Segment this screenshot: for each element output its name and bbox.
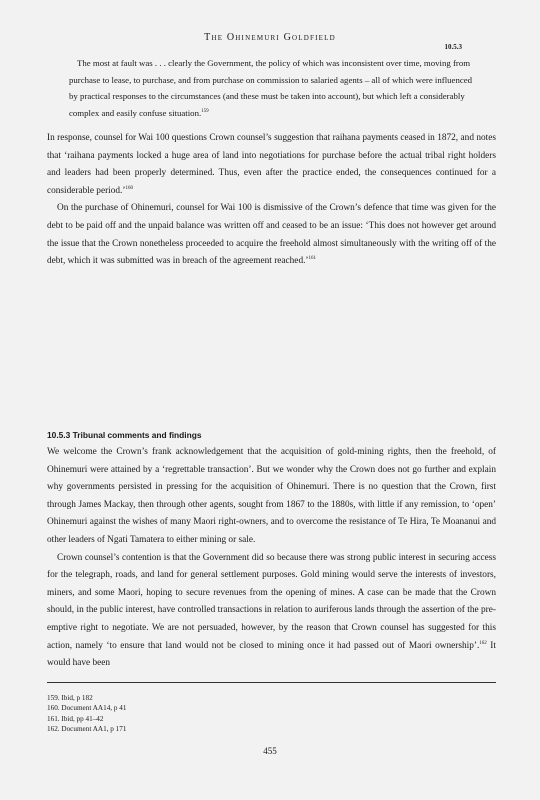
block-quote — [69, 55, 473, 121]
paragraph-group — [47, 130, 496, 271]
footnote-marker: 162 — [479, 640, 487, 646]
paragraph — [47, 200, 496, 270]
footnote-divider — [47, 682, 496, 683]
footnote: 161. Ibid, pp 41–42 — [47, 714, 104, 723]
paragraph — [47, 130, 496, 200]
paragraph — [47, 444, 496, 550]
section-body — [47, 444, 496, 673]
footnote: 160. Document AA14, p 41 — [47, 704, 127, 713]
block-quote-text: The most at fault was . . . clearly the Government, the policy of which was inconsistent over time, moving from purchase to lease, to purchase, and from purchase on commission to salaried agents – all of which were influenced by practical responses to the circumstances (and these must be taken into account), but which left a considerably complex and easily confuse situation. — [69, 58, 473, 118]
footnote-marker: 160 — [125, 185, 133, 191]
paragraph-text: In response, counsel for Wai 100 questions Crown counsel’s suggestion that raihana payments ceased in 1872, and notes that ‘raihana payments locked a huge area of land into negotiations for purchase before the actual tribal right holders and leaders had been properly determined. Thus, even after the practice ended, the consequences continued for a considerable period.’ — [47, 133, 496, 196]
section-reference: 10.5.3 — [444, 43, 462, 51]
page-number: 455 — [263, 746, 277, 756]
paragraph — [47, 550, 496, 673]
footnote: 159. Ibid, p 182 — [47, 694, 93, 702]
paragraph-text: Crown counsel’s contention is that the Government did so because there was strong public interest in securing access for the telegraph, roads, and land for general settlement purposes. Gold mining would serve the interests of investors, miners, and some Maori, hoping to secure revenues from the opening of mines. A case can be made that the Crown should, in the public interest, have controlled transactions in relation to auriferous lands through the assertion of the pre-emptive right to negotiate. We are not persuaded, however, by the reason that Crown counsel has suggested for this action, namely ‘to ensure that land would not be closed to mining once it had passed out of Maori ownership’. — [47, 552, 496, 651]
running-title: The Ohinemuri Goldfield — [204, 32, 336, 43]
footnote-marker: 159 — [201, 108, 209, 114]
paragraph-continuation: It would have been — [47, 640, 496, 669]
paragraph-text: On the purchase of Ohinemuri, counsel for Wai 100 is dismissive of the Crown’s defence that time was given for the debt to be paid off and the unpaid balance was written off and ceased to be an issue: ‘This does not however get around the issue that the Crown nonetheless proceeded to acquire the freehold almost simultaneously with the writing off of the debt, which it was submitted was in breach of the agreement reached.’ — [47, 203, 496, 267]
footnotes — [47, 693, 126, 735]
footnote-marker: 161 — [308, 256, 317, 262]
footnote: 162. Document AA1, p 171 — [47, 725, 127, 734]
paragraph-text: We welcome the Crown’s frank acknowledgement that the acquisition of gold-mining rights, then the freehold, of Ohinemuri were attained by a ‘regrettable transaction’. But we wonder why the Crown does not go further and explain why governments persisted in pressing for the acquisition of Ohinemuri. There is no question that the Crown, first through James Mackay, then through other agents, sought from 1867 to the 1880s, with little if any remission, to ‘open’ Ohinemuri against the wishes of many Maori right-owners, and to overcome the resistance of Te Hira, Te Moananui and other leaders of Ngati Tamatera to either mining or sale. — [47, 447, 496, 545]
section-heading: 10.5.3 Tribunal comments and findings — [47, 430, 202, 440]
